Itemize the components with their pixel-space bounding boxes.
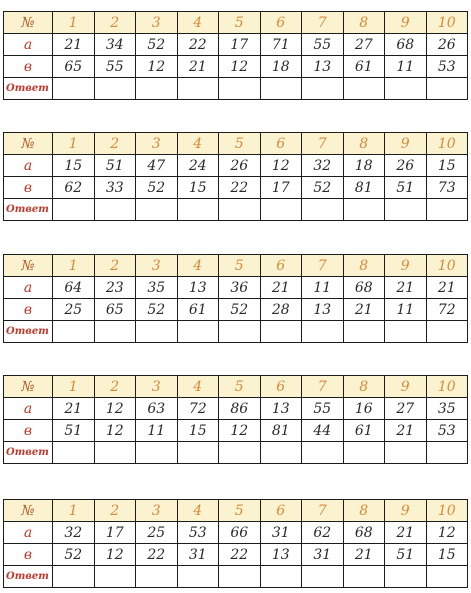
number-row-cell: 6 xyxy=(260,133,302,155)
exercise-table-3 xyxy=(3,254,468,343)
a-row-cell: 27 xyxy=(385,398,427,420)
b-row-cell: 65 xyxy=(53,56,95,78)
a-row-cell: 25 xyxy=(136,522,178,544)
answer-cell[interactable] xyxy=(343,566,385,588)
b-row-cell: 51 xyxy=(385,544,427,566)
number-row-cell: 6 xyxy=(260,255,302,277)
number-row-cell: 8 xyxy=(343,500,385,522)
a-row-cell: 55 xyxy=(302,34,344,56)
number-row-cell: 8 xyxy=(343,12,385,34)
answer-cell[interactable] xyxy=(302,442,344,464)
a-row-cell: 13 xyxy=(177,277,219,299)
answer-cell[interactable] xyxy=(94,199,136,221)
a-row-cell: 21 xyxy=(260,277,302,299)
a-row-cell: 17 xyxy=(219,34,261,56)
number-row-cell: 9 xyxy=(385,12,427,34)
b-row xyxy=(4,544,468,566)
answer-cell[interactable] xyxy=(385,442,427,464)
a-row-cell: 53 xyxy=(177,522,219,544)
b-row xyxy=(4,420,468,442)
number-row-cell: 6 xyxy=(260,376,302,398)
a-row-label: a xyxy=(4,522,53,544)
answer-cell[interactable] xyxy=(426,442,468,464)
number-row-cell: 9 xyxy=(385,133,427,155)
exercise-table-1 xyxy=(3,11,468,100)
b-row-cell: 55 xyxy=(94,56,136,78)
number-row-cell: 3 xyxy=(136,500,178,522)
exercise-table-4 xyxy=(3,375,468,464)
b-row-cell: 65 xyxy=(94,299,136,321)
b-row-cell: 13 xyxy=(302,299,344,321)
a-row-cell: 22 xyxy=(177,34,219,56)
number-row-label: № xyxy=(4,133,53,155)
answer-row xyxy=(4,566,468,588)
answer-cell[interactable] xyxy=(343,199,385,221)
b-row-cell: 73 xyxy=(426,177,468,199)
b-row-cell: 11 xyxy=(385,56,427,78)
b-row-cell: 11 xyxy=(385,299,427,321)
number-row-label: № xyxy=(4,500,53,522)
a-row-label: a xyxy=(4,398,53,420)
answer-row xyxy=(4,78,468,100)
b-row-cell: 12 xyxy=(219,420,261,442)
a-row-cell: 21 xyxy=(53,398,95,420)
answer-cell[interactable] xyxy=(343,78,385,100)
answer-cell[interactable] xyxy=(94,566,136,588)
answer-cell[interactable] xyxy=(177,442,219,464)
a-row-cell: 17 xyxy=(94,522,136,544)
b-row-cell: 51 xyxy=(53,420,95,442)
number-row-label: № xyxy=(4,376,53,398)
answer-row xyxy=(4,442,468,464)
a-row-cell: 12 xyxy=(426,522,468,544)
number-row-cell: 4 xyxy=(177,133,219,155)
number-row-cell: 1 xyxy=(53,376,95,398)
a-row xyxy=(4,34,468,56)
number-row-cell: 3 xyxy=(136,376,178,398)
b-row-cell: 22 xyxy=(136,544,178,566)
number-row xyxy=(4,376,468,398)
b-row-cell: 15 xyxy=(177,420,219,442)
answer-cell[interactable] xyxy=(53,566,95,588)
answer-row-label: Ответ xyxy=(4,78,53,100)
a-row-cell: 47 xyxy=(136,155,178,177)
a-row-cell: 32 xyxy=(302,155,344,177)
number-row xyxy=(4,133,468,155)
a-row-cell: 36 xyxy=(219,277,261,299)
number-row-cell: 8 xyxy=(343,376,385,398)
number-row-cell: 10 xyxy=(426,500,468,522)
a-row-cell: 26 xyxy=(385,155,427,177)
b-row-cell: 72 xyxy=(426,299,468,321)
a-row-cell: 11 xyxy=(302,277,344,299)
answer-row xyxy=(4,199,468,221)
answer-cell[interactable] xyxy=(426,321,468,343)
b-row xyxy=(4,299,468,321)
number-row-cell: 10 xyxy=(426,133,468,155)
a-row xyxy=(4,522,468,544)
number-row-cell: 5 xyxy=(219,500,261,522)
number-row-cell: 6 xyxy=(260,500,302,522)
answer-cell[interactable] xyxy=(219,199,261,221)
b-row-cell: 13 xyxy=(260,544,302,566)
number-row-cell: 6 xyxy=(260,12,302,34)
b-row-cell: 31 xyxy=(302,544,344,566)
number-row-cell: 1 xyxy=(53,133,95,155)
answer-cell[interactable] xyxy=(426,78,468,100)
answer-cell[interactable] xyxy=(302,321,344,343)
number-row-cell: 10 xyxy=(426,376,468,398)
number-row-cell: 4 xyxy=(177,376,219,398)
answer-cell[interactable] xyxy=(177,199,219,221)
a-row-cell: 21 xyxy=(53,34,95,56)
answer-cell[interactable] xyxy=(136,78,178,100)
number-row-cell: 1 xyxy=(53,12,95,34)
number-row-cell: 4 xyxy=(177,500,219,522)
b-row-cell: 21 xyxy=(343,299,385,321)
a-row xyxy=(4,155,468,177)
b-row-cell: 61 xyxy=(177,299,219,321)
b-row-cell: 13 xyxy=(302,56,344,78)
b-row-cell: 12 xyxy=(219,56,261,78)
b-row-cell: 28 xyxy=(260,299,302,321)
a-row-cell: 51 xyxy=(94,155,136,177)
exercise-table-2 xyxy=(3,132,468,221)
b-row-cell: 21 xyxy=(343,544,385,566)
answer-cell[interactable] xyxy=(343,321,385,343)
number-row-cell: 10 xyxy=(426,255,468,277)
a-row-cell: 15 xyxy=(426,155,468,177)
answer-row-label: Ответ xyxy=(4,442,53,464)
a-row-label: a xyxy=(4,277,53,299)
b-row-cell: 18 xyxy=(260,56,302,78)
number-row xyxy=(4,12,468,34)
answer-cell[interactable] xyxy=(94,321,136,343)
answer-cell[interactable] xyxy=(260,566,302,588)
number-row-cell: 2 xyxy=(94,12,136,34)
b-row-cell: 62 xyxy=(53,177,95,199)
a-row-cell: 26 xyxy=(426,34,468,56)
number-row-cell: 4 xyxy=(177,255,219,277)
answer-row-label: Ответ xyxy=(4,566,53,588)
number-row-label: № xyxy=(4,12,53,34)
a-row-cell: 35 xyxy=(136,277,178,299)
b-row-cell: 12 xyxy=(94,420,136,442)
answer-cell[interactable] xyxy=(302,566,344,588)
number-row xyxy=(4,255,468,277)
exercise-table-5 xyxy=(3,499,468,588)
number-row-cell: 9 xyxy=(385,255,427,277)
a-row-cell: 27 xyxy=(343,34,385,56)
b-row-label: в xyxy=(4,177,53,199)
answer-cell[interactable] xyxy=(426,199,468,221)
answer-cell[interactable] xyxy=(219,78,261,100)
number-row-label: № xyxy=(4,255,53,277)
number-row-cell: 4 xyxy=(177,12,219,34)
b-row-cell: 15 xyxy=(426,544,468,566)
a-row-cell: 26 xyxy=(219,155,261,177)
b-row-cell: 52 xyxy=(302,177,344,199)
a-row-cell: 86 xyxy=(219,398,261,420)
a-row-cell: 21 xyxy=(385,522,427,544)
b-row-cell: 81 xyxy=(260,420,302,442)
number-row-cell: 7 xyxy=(302,376,344,398)
a-row-cell: 16 xyxy=(343,398,385,420)
b-row-cell: 51 xyxy=(385,177,427,199)
answer-cell[interactable] xyxy=(260,199,302,221)
number-row-cell: 2 xyxy=(94,376,136,398)
answer-cell[interactable] xyxy=(53,321,95,343)
b-row xyxy=(4,177,468,199)
b-row-cell: 44 xyxy=(302,420,344,442)
a-row-cell: 12 xyxy=(260,155,302,177)
b-row-cell: 17 xyxy=(260,177,302,199)
answer-row-label: Ответ xyxy=(4,199,53,221)
a-row-cell: 21 xyxy=(385,277,427,299)
number-row-cell: 1 xyxy=(53,255,95,277)
answer-cell[interactable] xyxy=(136,566,178,588)
a-row-cell: 35 xyxy=(426,398,468,420)
a-row xyxy=(4,398,468,420)
b-row-cell: 53 xyxy=(426,56,468,78)
a-row-cell: 71 xyxy=(260,34,302,56)
a-row-cell: 68 xyxy=(385,34,427,56)
number-row-cell: 7 xyxy=(302,255,344,277)
a-row-cell: 21 xyxy=(426,277,468,299)
number-row-cell: 10 xyxy=(426,12,468,34)
answer-cell[interactable] xyxy=(385,78,427,100)
answer-cell[interactable] xyxy=(53,442,95,464)
b-row-cell: 22 xyxy=(219,177,261,199)
b-row-cell: 61 xyxy=(343,56,385,78)
b-row-cell: 11 xyxy=(136,420,178,442)
number-row-cell: 7 xyxy=(302,500,344,522)
number-row-cell: 5 xyxy=(219,133,261,155)
number-row-cell: 7 xyxy=(302,133,344,155)
number-row-cell: 1 xyxy=(53,500,95,522)
answer-cell[interactable] xyxy=(385,321,427,343)
number-row-cell: 3 xyxy=(136,255,178,277)
a-row-cell: 23 xyxy=(94,277,136,299)
number-row-cell: 5 xyxy=(219,255,261,277)
answer-cell[interactable] xyxy=(219,321,261,343)
b-row-cell: 21 xyxy=(385,420,427,442)
b-row-cell: 52 xyxy=(136,299,178,321)
answer-cell[interactable] xyxy=(53,199,95,221)
number-row-cell: 8 xyxy=(343,255,385,277)
answer-row xyxy=(4,321,468,343)
a-row-cell: 31 xyxy=(260,522,302,544)
a-row-cell: 34 xyxy=(94,34,136,56)
a-row-cell: 15 xyxy=(53,155,95,177)
number-row-cell: 9 xyxy=(385,500,427,522)
number-row-cell: 9 xyxy=(385,376,427,398)
answer-cell[interactable] xyxy=(385,566,427,588)
number-row-cell: 3 xyxy=(136,133,178,155)
answer-cell[interactable] xyxy=(219,566,261,588)
number-row-cell: 5 xyxy=(219,376,261,398)
answer-cell[interactable] xyxy=(53,78,95,100)
a-row-cell: 55 xyxy=(302,398,344,420)
answer-row-label: Ответ xyxy=(4,321,53,343)
a-row-cell: 63 xyxy=(136,398,178,420)
b-row-label: в xyxy=(4,544,53,566)
answer-cell[interactable] xyxy=(385,199,427,221)
b-row-cell: 52 xyxy=(53,544,95,566)
b-row-label: в xyxy=(4,56,53,78)
answer-cell[interactable] xyxy=(302,199,344,221)
a-row-cell: 68 xyxy=(343,277,385,299)
b-row-label: в xyxy=(4,299,53,321)
a-row-cell: 24 xyxy=(177,155,219,177)
b-row-cell: 25 xyxy=(53,299,95,321)
a-row-cell: 13 xyxy=(260,398,302,420)
answer-cell[interactable] xyxy=(136,442,178,464)
answer-cell[interactable] xyxy=(302,78,344,100)
number-row-cell: 2 xyxy=(94,133,136,155)
b-row-cell: 31 xyxy=(177,544,219,566)
number-row xyxy=(4,500,468,522)
number-row-cell: 7 xyxy=(302,12,344,34)
a-row-cell: 12 xyxy=(94,398,136,420)
b-row-cell: 61 xyxy=(343,420,385,442)
a-row-cell: 62 xyxy=(302,522,344,544)
b-row-cell: 12 xyxy=(94,544,136,566)
answer-cell[interactable] xyxy=(260,442,302,464)
number-row-cell: 3 xyxy=(136,12,178,34)
b-row-cell: 22 xyxy=(219,544,261,566)
b-row-cell: 33 xyxy=(94,177,136,199)
b-row xyxy=(4,56,468,78)
a-row-cell: 52 xyxy=(136,34,178,56)
a-row-cell: 32 xyxy=(53,522,95,544)
a-row-cell: 68 xyxy=(343,522,385,544)
answer-cell[interactable] xyxy=(136,321,178,343)
number-row-cell: 2 xyxy=(94,255,136,277)
a-row xyxy=(4,277,468,299)
answer-cell[interactable] xyxy=(260,321,302,343)
b-row-cell: 53 xyxy=(426,420,468,442)
answer-cell[interactable] xyxy=(260,78,302,100)
answer-cell[interactable] xyxy=(219,442,261,464)
answer-cell[interactable] xyxy=(94,78,136,100)
answer-cell[interactable] xyxy=(426,566,468,588)
number-row-cell: 2 xyxy=(94,500,136,522)
a-row-cell: 66 xyxy=(219,522,261,544)
answer-cell[interactable] xyxy=(177,566,219,588)
a-row-cell: 18 xyxy=(343,155,385,177)
b-row-cell: 21 xyxy=(177,56,219,78)
answer-cell[interactable] xyxy=(177,321,219,343)
answer-cell[interactable] xyxy=(343,442,385,464)
answer-cell[interactable] xyxy=(94,442,136,464)
a-row-cell: 64 xyxy=(53,277,95,299)
b-row-cell: 52 xyxy=(219,299,261,321)
number-row-cell: 5 xyxy=(219,12,261,34)
a-row-label: a xyxy=(4,34,53,56)
a-row-cell: 72 xyxy=(177,398,219,420)
b-row-cell: 52 xyxy=(136,177,178,199)
a-row-label: a xyxy=(4,155,53,177)
answer-cell[interactable] xyxy=(136,199,178,221)
answer-cell[interactable] xyxy=(177,78,219,100)
b-row-cell: 81 xyxy=(343,177,385,199)
number-row-cell: 8 xyxy=(343,133,385,155)
b-row-cell: 12 xyxy=(136,56,178,78)
b-row-label: в xyxy=(4,420,53,442)
b-row-cell: 15 xyxy=(177,177,219,199)
